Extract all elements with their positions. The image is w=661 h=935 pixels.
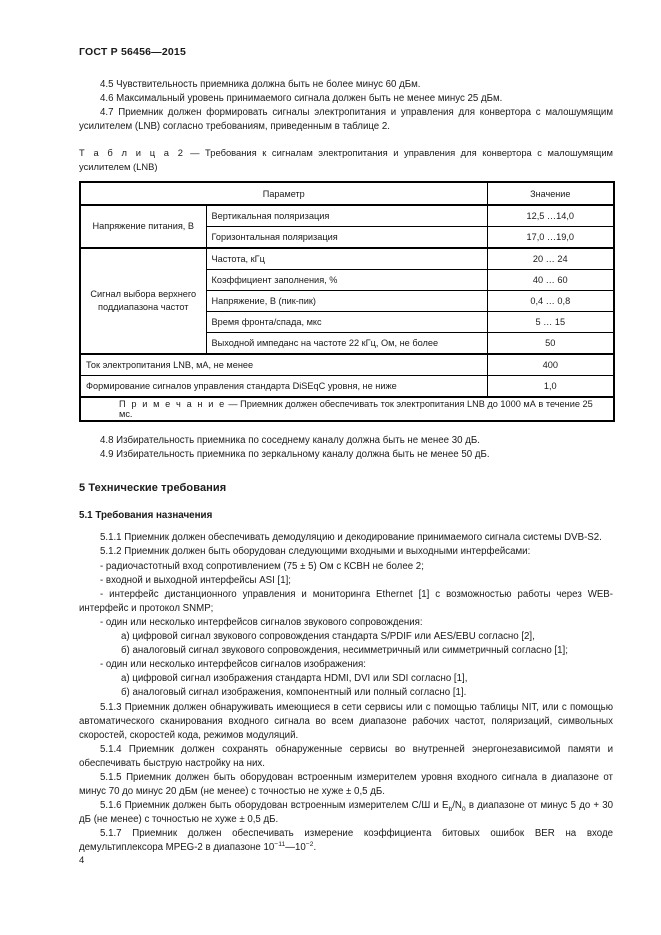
row-value: 50 [487,333,614,355]
clause-5-1-2-item-5a: а) цифровой сигнал изображения стандарта HDMI, DVI или SDI согласно [1], [121,673,468,685]
symbol-E: E [441,800,449,812]
section-heading-5: 5 Технические требования [79,482,227,495]
page-number: 4 [79,855,85,866]
row-label: Коэффициент заполнения, % [206,270,487,291]
row-label: Ток электропитания LNB, мА, не менее [80,354,487,376]
clause-5-1-2-item-4: - один или несколько интерфейсов сигналов звукового сопровождения: [100,616,423,628]
table-2-note [80,397,614,421]
row-value: 0,4 … 0,8 [487,291,614,312]
clause-5-1-2: 5.1.2 Приемник должен быть оборудован следующими входными и выходными интерфейсами: [100,546,531,558]
row-label: Горизонтальная поляризация [206,227,487,249]
clause-5-1-6-eb-no [441,800,466,814]
row-label: Частота, кГц [206,248,487,270]
row-value: 400 [487,354,614,376]
clause-4-9: 4.9 Избирательность приемника по зеркальному каналу должна быть не менее 50 дБ. [100,449,490,461]
table-header-row [80,182,614,205]
table-2-head [80,182,614,205]
group-label-upper-subband-select: Сигнал выбора верхнего поддиапазона частот [80,248,206,354]
row-label: Формирование сигналов управления стандарта DiSEqC уровня, не ниже [80,376,487,398]
spacer [79,422,613,434]
clause-5-1-5: 5.1.5 Приемник должен быть оборудован встроенным измерителем уровня входного сигнала в диапазоне от минус 70 до минус 20 дБм (не менее) с точностью не хуже ± 0,5 дБ. [79,771,613,798]
clause-4-6: 4.6 Максимальный уровень принимаемого сигнала должен быть не менее минус 25 дБм. [100,93,503,105]
page-content [79,78,613,856]
clause-5-1-2-item-5b: б) аналоговый сигнал изображения, компонентный или полный согласно [1]. [121,687,467,699]
table-2 [79,181,615,422]
table-2-note-label: П р и м е ч а н и е [119,399,226,410]
range-dash-10: —10 [285,842,306,854]
row-label: Время фронта/спада, мкс [206,312,487,333]
table-row [80,205,614,227]
table-row [80,376,614,398]
clause-5-1-7 [79,827,613,855]
clause-5-1-1: 5.1.1 Приемник должен обеспечивать демодуляцию и декодирование принимаемого сигнала системы DVB-S2. [100,532,602,544]
running-header: ГОСТ Р 56456—2015 [79,46,187,58]
clause-5-1-2-item-2: - входной и выходной интерфейсы ASI [1]; [100,574,291,586]
spacer [79,494,613,510]
table-2-caption [79,146,613,173]
table-2-body [80,205,614,421]
symbol-b-subscript: b [448,806,453,814]
clause-4-7: 4.7 Приемник должен формировать сигналы электропитания и управления для конвертора с малошумящим усилителем (LNB) согласно требованиям, приведенным в таблице 2. [79,107,613,133]
spacer [79,521,613,531]
clause-5-1-2-item-1: - радиочастотный вход сопротивлением (75 ± 5) Ом с КСВН не более 2; [100,560,424,572]
clause-5-1-2-item-4a: а) цифровой сигнал звукового сопровождения стандарта S/PDIF или AES/EBU согласно [2], [121,631,535,643]
row-label: Вертикальная поляризация [206,205,487,227]
row-value: 17,0 …19,0 [487,227,614,249]
group-label-power-voltage: Напряжение питания, В [80,205,206,248]
symbol-0-subscript: 0 [461,806,466,814]
spacer [79,462,613,482]
column-header-parameter: Параметр [80,182,487,205]
table-note-row [80,397,614,421]
row-value: 40 … 60 [487,270,614,291]
row-value: 5 … 15 [487,312,614,333]
exponent-minus-11: −11 [274,841,286,849]
clause-5-1-2-item-3: - интерфейс дистанционного управления и мониторинга Ethernet [1] с возможностью работы через WEB-интерфейс и протокол SNMP; [79,588,613,614]
table-2-caption-dash-glyph: — [190,147,200,159]
table-row [80,354,614,376]
table-2-caption-label: Т а б л и ц а 2 [79,147,185,159]
exponent-minus-2: −2 [305,841,314,849]
row-value: 20 … 24 [487,248,614,270]
clause-5-1-4: 5.1.4 Приемник должен сохранять обнаруженные сервисы во внутренней энергонезависимой памяти и обеспечивать быструю настройку на них. [79,743,613,769]
table-row [80,248,614,270]
row-label: Напряжение, В (пик-пик) [206,291,487,312]
column-header-value: Значение [487,182,614,205]
clause-5-1-2-item-5: - один или несколько интерфейсов сигналов изображения: [100,659,366,671]
clause-5-1-6 [79,799,613,827]
clause-5-1-3: 5.1.3 Приемник должен обнаруживать имеющиеся в сети сервисы или с помощью таблицы NIT, или с помощью автоматического сканирования входного сигнала во всем диапазоне рабочих частот, поляризаций, символьных скоростей, скоростей кода, режимов модуляций. [79,701,613,741]
clause-4-5: 4.5 Чувствительность приемника должна быть не более минус 60 дБм. [100,79,421,90]
spacer [79,134,613,146]
clause-4-8: 4.8 Избирательность приемника по соседнему каналу должна быть не менее 30 дБ. [100,435,480,447]
symbol-slash-N: /N [452,800,462,812]
row-value: 12,5 …14,0 [487,205,614,227]
clause-5-1-6-text-c: в диапазоне от минус 5 до + 30 дБ (не менее) с точностью не хуже ± 0,5 дБ. [79,800,613,826]
row-label: Выходной импеданс на частоте 22 кГц, Ом, не более [206,333,487,355]
clause-5-1-2-item-4b: б) аналоговый сигнал звукового сопровождения, несимметричный или симметричный согласно [1]; [121,645,568,657]
clause-5-1-7-text-a: 5.1.7 Приемник должен обеспечивать измерение коэффициента битовых ошибок BER на входе демультиплексора MPEG-2 в диапазоне 10 [79,828,613,854]
table-2-caption-text: Требования к сигналам электропитания и управления для конвертора с малошумящим усилителем (LNB) [79,147,613,172]
table-2-note-text: Приемник должен обеспечивать ток электропитания LNB до 1000 мА в течение 25 мс. [119,399,593,420]
subsection-heading-5-1: 5.1 Требования назначения [79,510,213,522]
row-value: 1,0 [487,376,614,398]
spacer [79,173,613,181]
clause-5-1-7-period: . [313,842,317,854]
clause-5-1-6-text-a: 5.1.6 Приемник должен быть оборудован встроенным измерителем С/Ш и [100,800,442,812]
table-2-note-dash: — [228,399,238,410]
